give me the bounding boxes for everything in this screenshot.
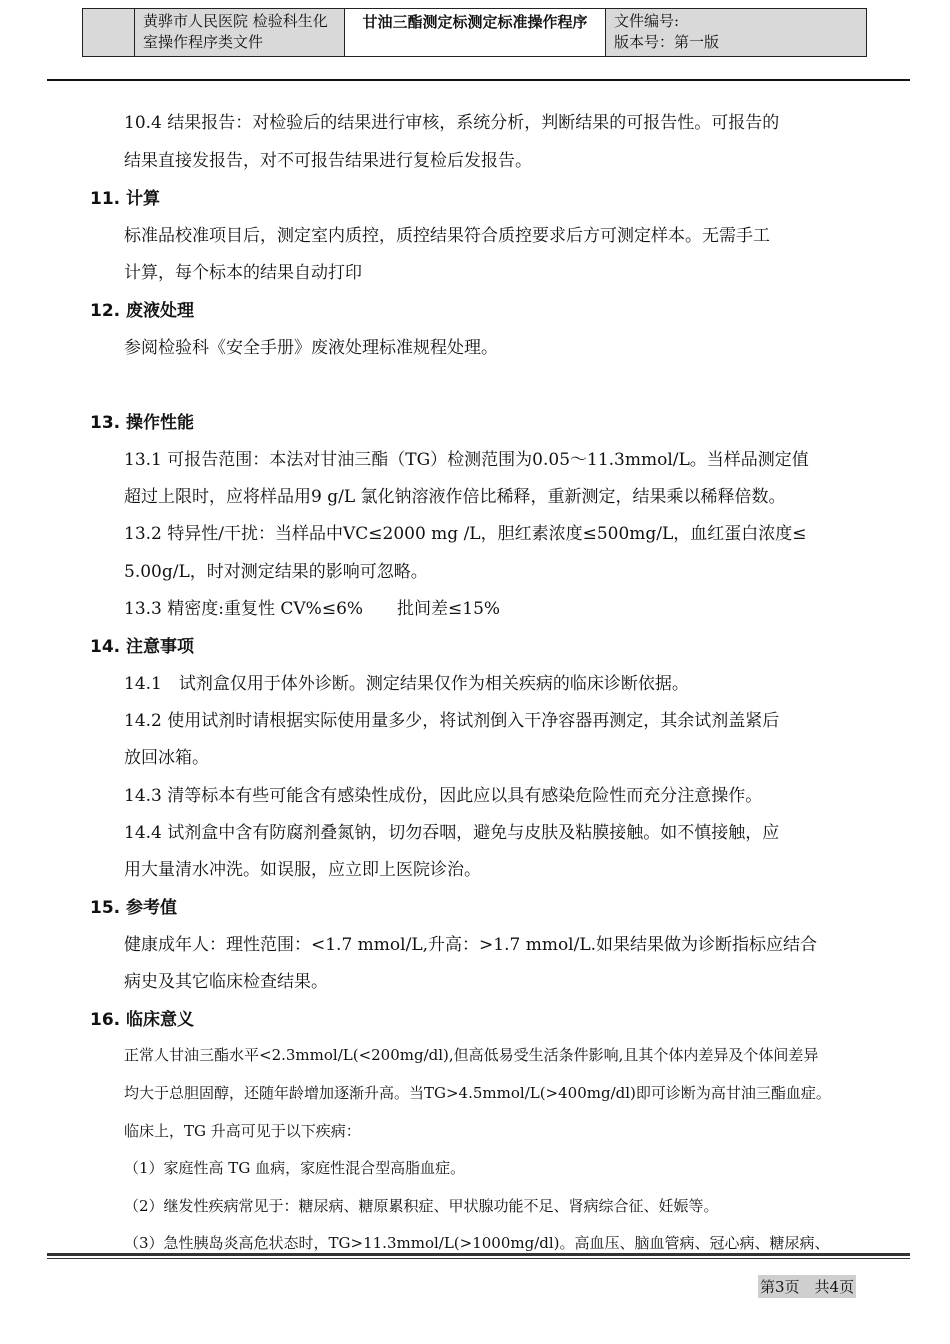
section-heading-14: 14. 注意事项 [90, 637, 195, 657]
paragraph-line: 13.1 可报告范围：本法对甘油三酯（TG）检测范围为0.05～11.3mmol/L。当样品测定值 [124, 450, 809, 470]
paragraph-line: 临床上，TG 升高可见于以下疾病： [124, 1122, 361, 1140]
paragraph-line: 14.1 试剂盒仅用于体外诊断。测定结果仅作为相关疾病的临床诊断依据。 [124, 674, 689, 694]
paragraph-line: 均大于总胆固醇，还随年龄增加逐渐升高。当TG>4.5mmol/L(>400mg/dl)即可诊断为高甘油三酯血症。 [124, 1084, 831, 1102]
section-heading-13: 13. 操作性能 [90, 413, 195, 433]
section-heading-16: 16. 临床意义 [90, 1010, 195, 1030]
paragraph-line: 超过上限时，应将样品用9 g/L 氯化钠溶液作倍比稀释，重新测定，结果乘以稀释倍数。 [124, 487, 786, 507]
document-header-table [82, 8, 867, 57]
header-title: 甘油三酯测定标测定标准操作程序 [345, 9, 606, 56]
header-version: 版本号：第一版 [614, 33, 720, 51]
paragraph-line: 用大量清水冲洗。如误服，应立即上医院诊治。 [124, 860, 481, 880]
paragraph-line: 标准品校准项目后，测定室内质控，质控结果符合质控要求后方可测定样本。无需手工 [124, 226, 770, 246]
header-hospital: 黄骅市人民医院 检验科生化室操作程序类文件 [135, 9, 345, 56]
paragraph-line: 健康成年人：理性范围：<1.7 mmol/L,升高：>1.7 mmol/L.如果结果做为诊断指标应结合 [124, 935, 818, 955]
header-doc-info [606, 9, 866, 56]
paragraph-line: 结果直接发报告，对不可报告结果进行复检后发报告。 [124, 151, 532, 171]
paragraph-line: 13.3 精密度:重复性 CV%≤6% 批间差≤15% [124, 599, 501, 619]
paragraph-line: 14.2 使用试剂时请根据实际使用量多少，将试剂倒入干净容器再测定，其余试剂盖紧后 [124, 711, 780, 731]
paragraph-line: 14.4 试剂盒中含有防腐剂叠氮钠，切勿吞咽，避免与皮肤及粘膜接触。如不慎接触，应 [124, 823, 780, 843]
paragraph-line: 计算，每个标本的结果自动打印 [124, 263, 362, 283]
paragraph-line: 正常人甘油三酯水平<2.3mmol/L(<200mg/dl),但高低易受生活条件影响,且其个体内差异及个体间差异 [124, 1046, 819, 1064]
header-blank-cell [83, 9, 135, 56]
paragraph-line: 5.00g/L，时对测定结果的影响可忽略。 [124, 562, 428, 582]
section-heading-12: 12. 废液处理 [90, 301, 195, 321]
paragraph-line: （1）家庭性高 TG 血病，家庭性混合型高脂血症。 [124, 1159, 466, 1177]
paragraph-line: 参阅检验科《安全手册》废液处理标准规程处理。 [124, 338, 498, 358]
page-number: 第3页 共4页 [758, 1275, 856, 1298]
header-doc-no: 文件编号: [614, 12, 680, 30]
paragraph-line: （3）急性胰岛炎高危状态时，TG>11.3mmol/L(>1000mg/dl)。高血压、脑血管病、冠心病、糖尿病、 [124, 1234, 830, 1252]
paragraph-line: 病史及其它临床检查结果。 [124, 972, 328, 992]
footer-rule-thin [47, 1258, 910, 1259]
paragraph-line: 14.3 清等标本有些可能含有感染性成份，因此应以具有感染危险性而充分注意操作。 [124, 786, 763, 806]
section-heading-15: 15. 参考值 [90, 898, 178, 918]
footer-rule-thick [47, 1253, 910, 1256]
paragraph-line: 10.4 结果报告：对检验后的结果进行审核，系统分析，判断结果的可报告性。可报告的 [124, 113, 780, 133]
paragraph-line: 13.2 特异性/干扰：当样品中VC≤2000 mg /L，胆红素浓度≤500mg/L，血红蛋白浓度≤ [124, 524, 807, 544]
paragraph-line: 放回冰箱。 [124, 748, 209, 768]
header-rule [47, 79, 910, 81]
section-heading-11: 11. 计算 [90, 189, 161, 209]
paragraph-line: （2）继发性疾病常见于：糖尿病、糖原累积症、甲状腺功能不足、肾病综合征、妊娠等。 [124, 1197, 719, 1215]
